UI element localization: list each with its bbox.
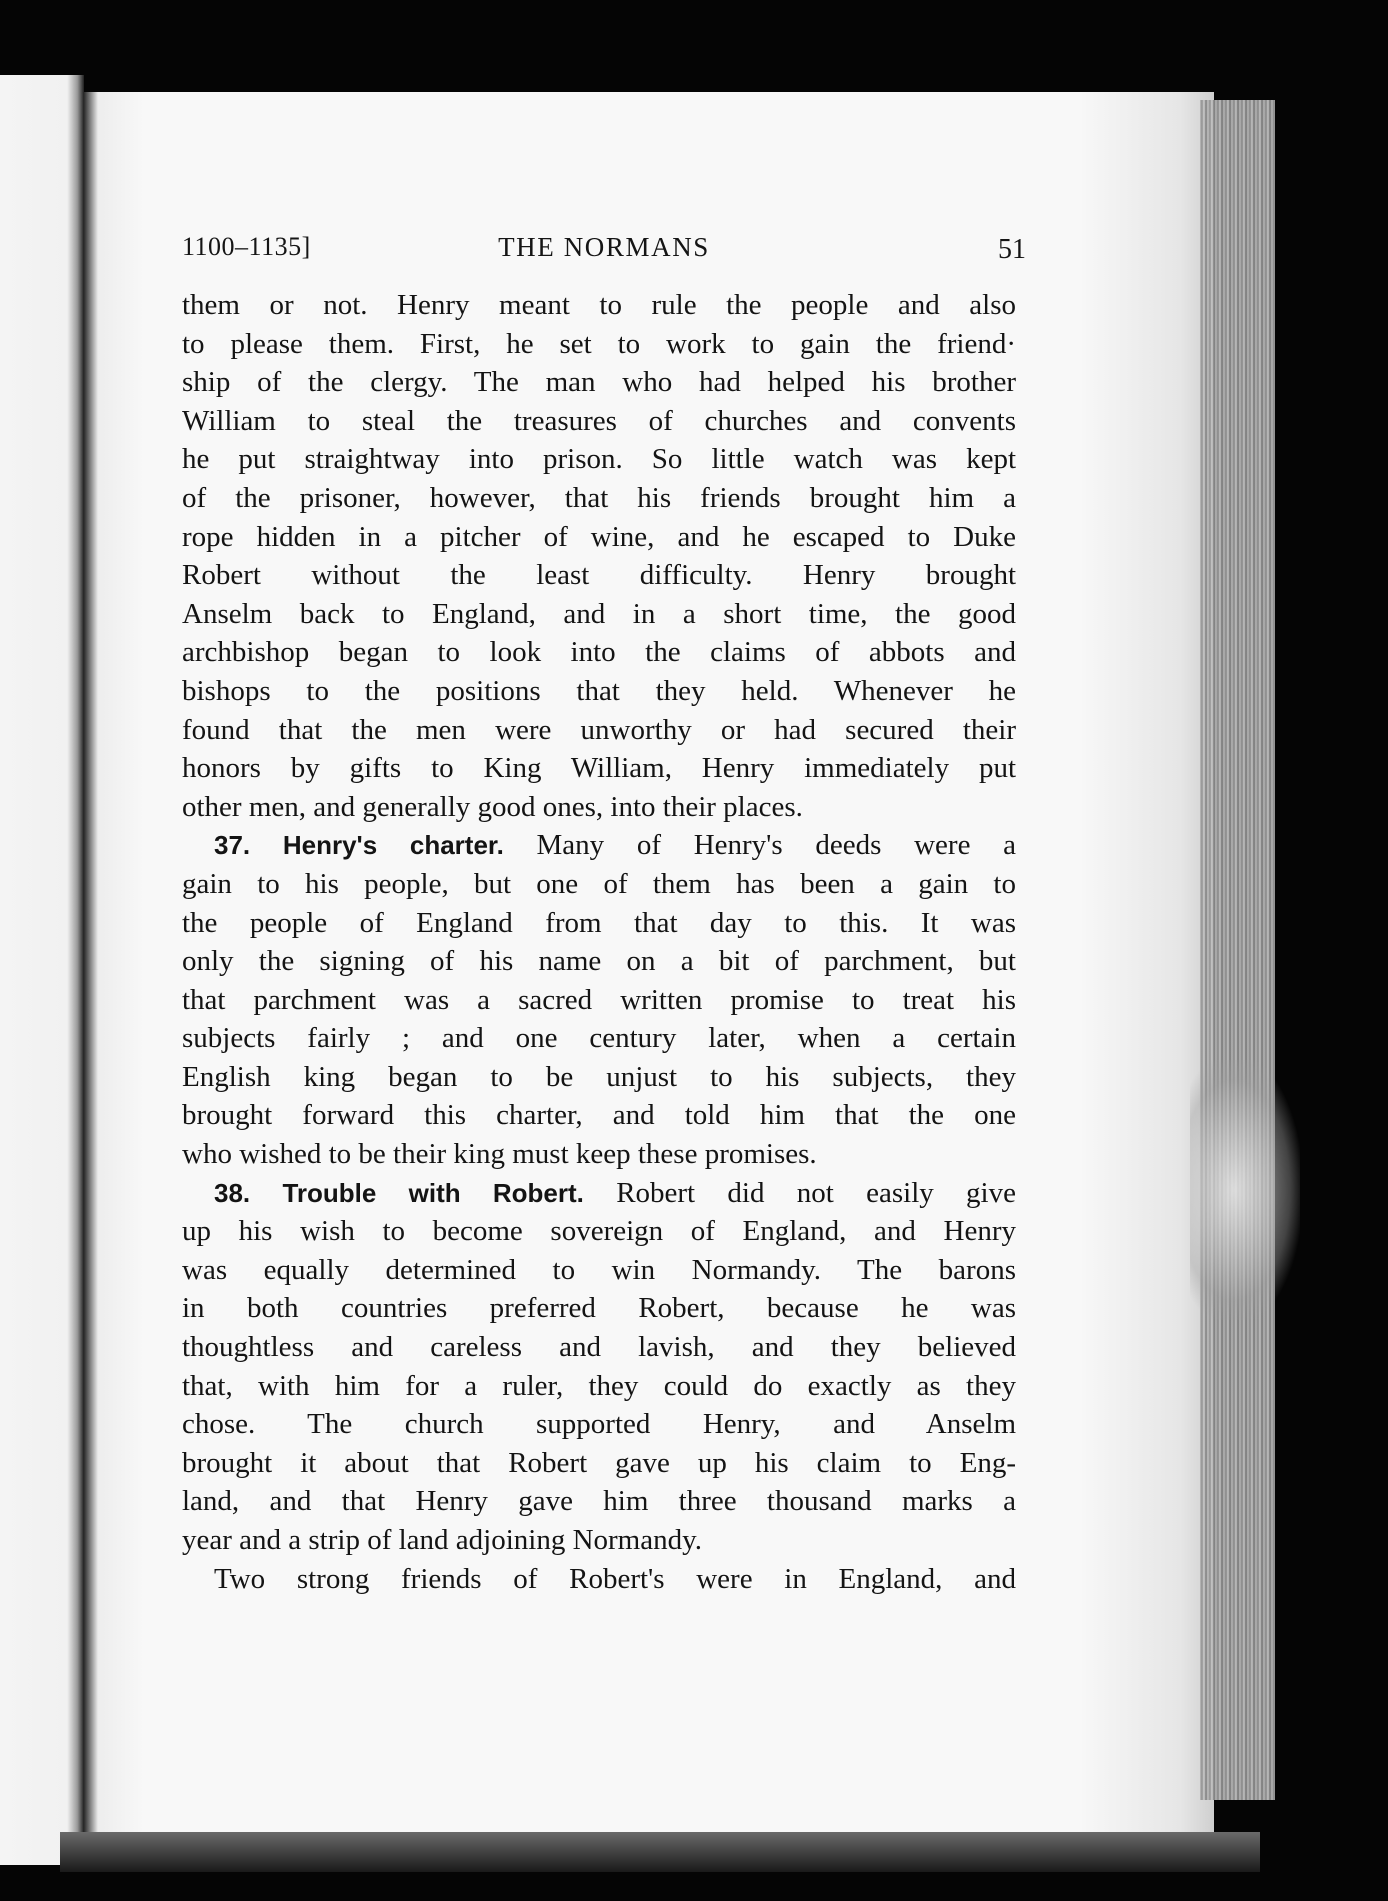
line-text: honors by gifts to King William, Henry immediately put: [182, 752, 1016, 785]
text-line: [182, 942, 1016, 981]
line-text: in both countries preferred Robert, because he was: [182, 1292, 1016, 1325]
line-text: year and a strip of land adjoining Normandy.: [182, 1524, 702, 1556]
text-line: [182, 826, 1016, 865]
line-text: was equally determined to win Normandy. The barons: [182, 1253, 1016, 1286]
text-line: [182, 1289, 1016, 1328]
line-text: Many of Henry's deeds were a: [536, 829, 1016, 862]
text-line: [182, 1019, 1016, 1058]
section-number: 38.: [214, 1177, 251, 1208]
line-text: rope hidden in a pitcher of wine, and he escaped to Duke: [182, 520, 1016, 553]
edge-scan-artifact: [1190, 1060, 1300, 1320]
line-text: William to steal the treasures of churches and convents: [182, 404, 1016, 437]
text-line: [182, 672, 1016, 711]
section-number: 37.: [214, 830, 251, 861]
bottom-shadow: [60, 1832, 1260, 1872]
text-line: [182, 1174, 1016, 1213]
text-line: [182, 711, 1016, 750]
line-text: that parchment was a sacred written promise to treat his: [182, 983, 1016, 1016]
text-line: [182, 556, 1016, 595]
text-line: [182, 402, 1016, 441]
line-text: up his wish to become sovereign of England, and Henry: [182, 1215, 1016, 1248]
running-head-title: THE NORMANS: [498, 232, 710, 262]
text-line: [182, 1328, 1016, 1367]
line-text: them or not. Henry meant to rule the people and also: [182, 289, 1016, 321]
text-line: [182, 904, 1016, 943]
text-line: [182, 633, 1016, 672]
line-text: who wished to be their king must keep these promises.: [182, 1138, 817, 1171]
text-line: [182, 1251, 1016, 1290]
body-text: [182, 286, 1016, 1598]
line-text: ship of the clergy. The man who had helped his brother: [182, 366, 1016, 399]
line-text: of the prisoner, however, that his friends brought him a: [182, 481, 1016, 514]
text-line: [182, 1212, 1016, 1251]
page-number: 51: [998, 234, 1026, 265]
line-text: that, with him for a ruler, they could do exactly as they: [182, 1369, 1016, 1402]
text-line: [182, 1444, 1016, 1483]
text-line: [182, 479, 1016, 518]
running-head-date-range: 1100–1135]: [182, 232, 311, 261]
line-text: archbishop began to look into the claims of abbots and: [182, 636, 1016, 669]
text-line: [182, 788, 1016, 827]
text-line: [182, 325, 1016, 364]
line-text: subjects fairly ; and one century later, when a certain: [182, 1022, 1016, 1055]
line-text: land, and that Henry gave him three thousand marks a: [182, 1485, 1016, 1518]
text-line: [182, 749, 1016, 788]
text-line: [182, 440, 1016, 479]
line-text: Two strong friends of Robert's were in England, and: [214, 1562, 1016, 1595]
line-text: Anselm back to England, and in a short time, the good: [182, 597, 1016, 630]
line-text: other men, and generally good ones, into their places.: [182, 790, 803, 823]
text-line: [182, 595, 1016, 634]
text-line: [182, 1058, 1016, 1097]
text-line: [182, 1482, 1016, 1521]
text-line: [182, 1135, 1016, 1174]
line-text: found that the men were unworthy or had secured their: [182, 713, 1016, 746]
text-line: [182, 981, 1016, 1020]
line-text: bishops to the positions that they held. Whenever he: [182, 674, 1016, 707]
facing-page-edge: [0, 75, 84, 1865]
page-block-edge: [1200, 100, 1275, 1800]
line-text: chose. The church supported Henry, and Anselm: [182, 1408, 1016, 1441]
line-text: the people of England from that day to this. It was: [182, 906, 1016, 939]
text-line: [182, 1560, 1016, 1599]
line-text: he put straightway into prison. So little watch was kept: [182, 443, 1016, 476]
text-line: [182, 518, 1016, 557]
line-text: Robert did not easily give: [616, 1176, 1016, 1209]
running-head: [182, 232, 1026, 272]
text-line: [182, 1367, 1016, 1406]
line-text: gain to his people, but one of them has been a gain to: [182, 867, 1016, 900]
text-line: [182, 363, 1016, 402]
text-line: [182, 1521, 1016, 1560]
line-text: thoughtless and careless and lavish, and they believed: [182, 1331, 1016, 1364]
line-text: brought it about that Robert gave up his claim to Eng-: [182, 1446, 1016, 1479]
line-text: to please them. First, he set to work to gain the friend·: [182, 327, 1016, 360]
text-line: [182, 1405, 1016, 1444]
line-text: Robert without the least difficulty. Henry brought: [182, 559, 1016, 592]
section-heading: Trouble with Robert.: [282, 1177, 584, 1208]
line-text: English king began to be unjust to his subjects, they: [182, 1060, 1016, 1093]
text-line: [182, 865, 1016, 904]
text-line: [182, 286, 1016, 325]
text-line: [182, 1096, 1016, 1135]
line-text: brought forward this charter, and told him that the one: [182, 1099, 1016, 1132]
line-text: only the signing of his name on a bit of parchment, but: [182, 945, 1016, 978]
section-heading: Henry's charter.: [282, 830, 504, 861]
